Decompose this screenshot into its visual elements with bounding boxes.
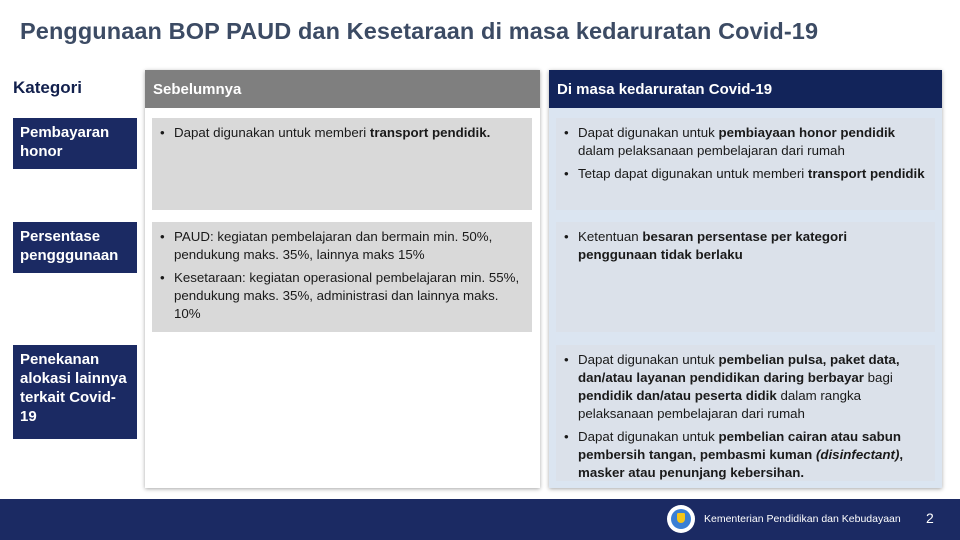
slide-title: Penggunaan BOP PAUD dan Kesetaraan di masa kedaruratan Covid-19 bbox=[20, 18, 819, 44]
bullet-item bbox=[160, 228, 524, 264]
bullet-item bbox=[564, 228, 927, 264]
covid-box-row-1 bbox=[556, 118, 935, 210]
kategori-heading: Kategori bbox=[13, 78, 82, 97]
before-box-row-1 bbox=[152, 118, 532, 210]
bullet-text: Ketentuan besaran persentase per kategori penggunaan tidak berlaku bbox=[578, 229, 848, 262]
page-number: 2 bbox=[926, 510, 934, 526]
bullet-text: Tetap dapat digunakan untuk memberi transport pendidik bbox=[578, 166, 925, 181]
bullet-item bbox=[564, 165, 927, 183]
bullet-icon: • bbox=[160, 270, 165, 285]
column-before-header: Sebelumnya bbox=[145, 70, 540, 108]
bullet-text: Dapat digunakan untuk memberi transport pendidik. bbox=[174, 125, 491, 140]
bullet-text: PAUD: kegiatan pembelajaran dan bermain min. 50%, pendukung maks. 35%, lainnya maks 15% bbox=[174, 229, 493, 262]
covid-box-row-2 bbox=[556, 222, 935, 332]
category-penekanan-alokasi: Penekanan alokasi lainnya terkait Covid-19 bbox=[13, 345, 137, 439]
bullet-icon: • bbox=[564, 429, 569, 444]
bullet-item bbox=[160, 269, 524, 323]
category-pembayaran-honor: Pembayaran honor bbox=[13, 118, 137, 169]
bullet-icon: • bbox=[160, 229, 165, 244]
bullet-text: Dapat digunakan untuk pembiayaan honor pendidik dalam pelaksanaan pembelajaran dari rumah bbox=[578, 125, 896, 158]
ministry-logo-icon bbox=[667, 505, 695, 533]
category-persentase-penggunaan: Persentase pengggunaan bbox=[13, 222, 137, 273]
bullet-icon: • bbox=[564, 352, 569, 367]
bullet-icon: • bbox=[564, 229, 569, 244]
covid-box-row-3 bbox=[556, 345, 935, 481]
bullet-icon: • bbox=[564, 125, 569, 140]
bullet-icon: • bbox=[160, 125, 165, 140]
bullet-text: Dapat digunakan untuk pembelian pulsa, paket data, dan/atau layanan pendidikan daring berbayar bagi pendidik dan/atau peserta didik dalam rangka pelaksanaan pembelajaran dari rumah bbox=[578, 352, 900, 421]
bullet-text: Kesetaraan: kegiatan operasional pembelajaran min. 55%, pendukung maks. 35%, administrasi dan lainnya maks. 10% bbox=[174, 270, 520, 321]
footer-ministry-name: Kementerian Pendidikan dan Kebudayaan bbox=[704, 513, 901, 525]
bullet-item bbox=[564, 124, 927, 160]
bullet-item bbox=[160, 124, 524, 142]
bullet-item bbox=[564, 428, 927, 482]
bullet-icon: • bbox=[564, 166, 569, 181]
bullet-text: Dapat digunakan untuk pembelian cairan atau sabun pembersih tangan, pembasmi kuman (disinfectant), masker atau penunjang kebersihan. bbox=[578, 429, 904, 480]
bullet-item bbox=[564, 351, 927, 423]
column-covid-header: Di masa kedaruratan Covid-19 bbox=[549, 70, 942, 108]
before-box-row-2 bbox=[152, 222, 532, 332]
